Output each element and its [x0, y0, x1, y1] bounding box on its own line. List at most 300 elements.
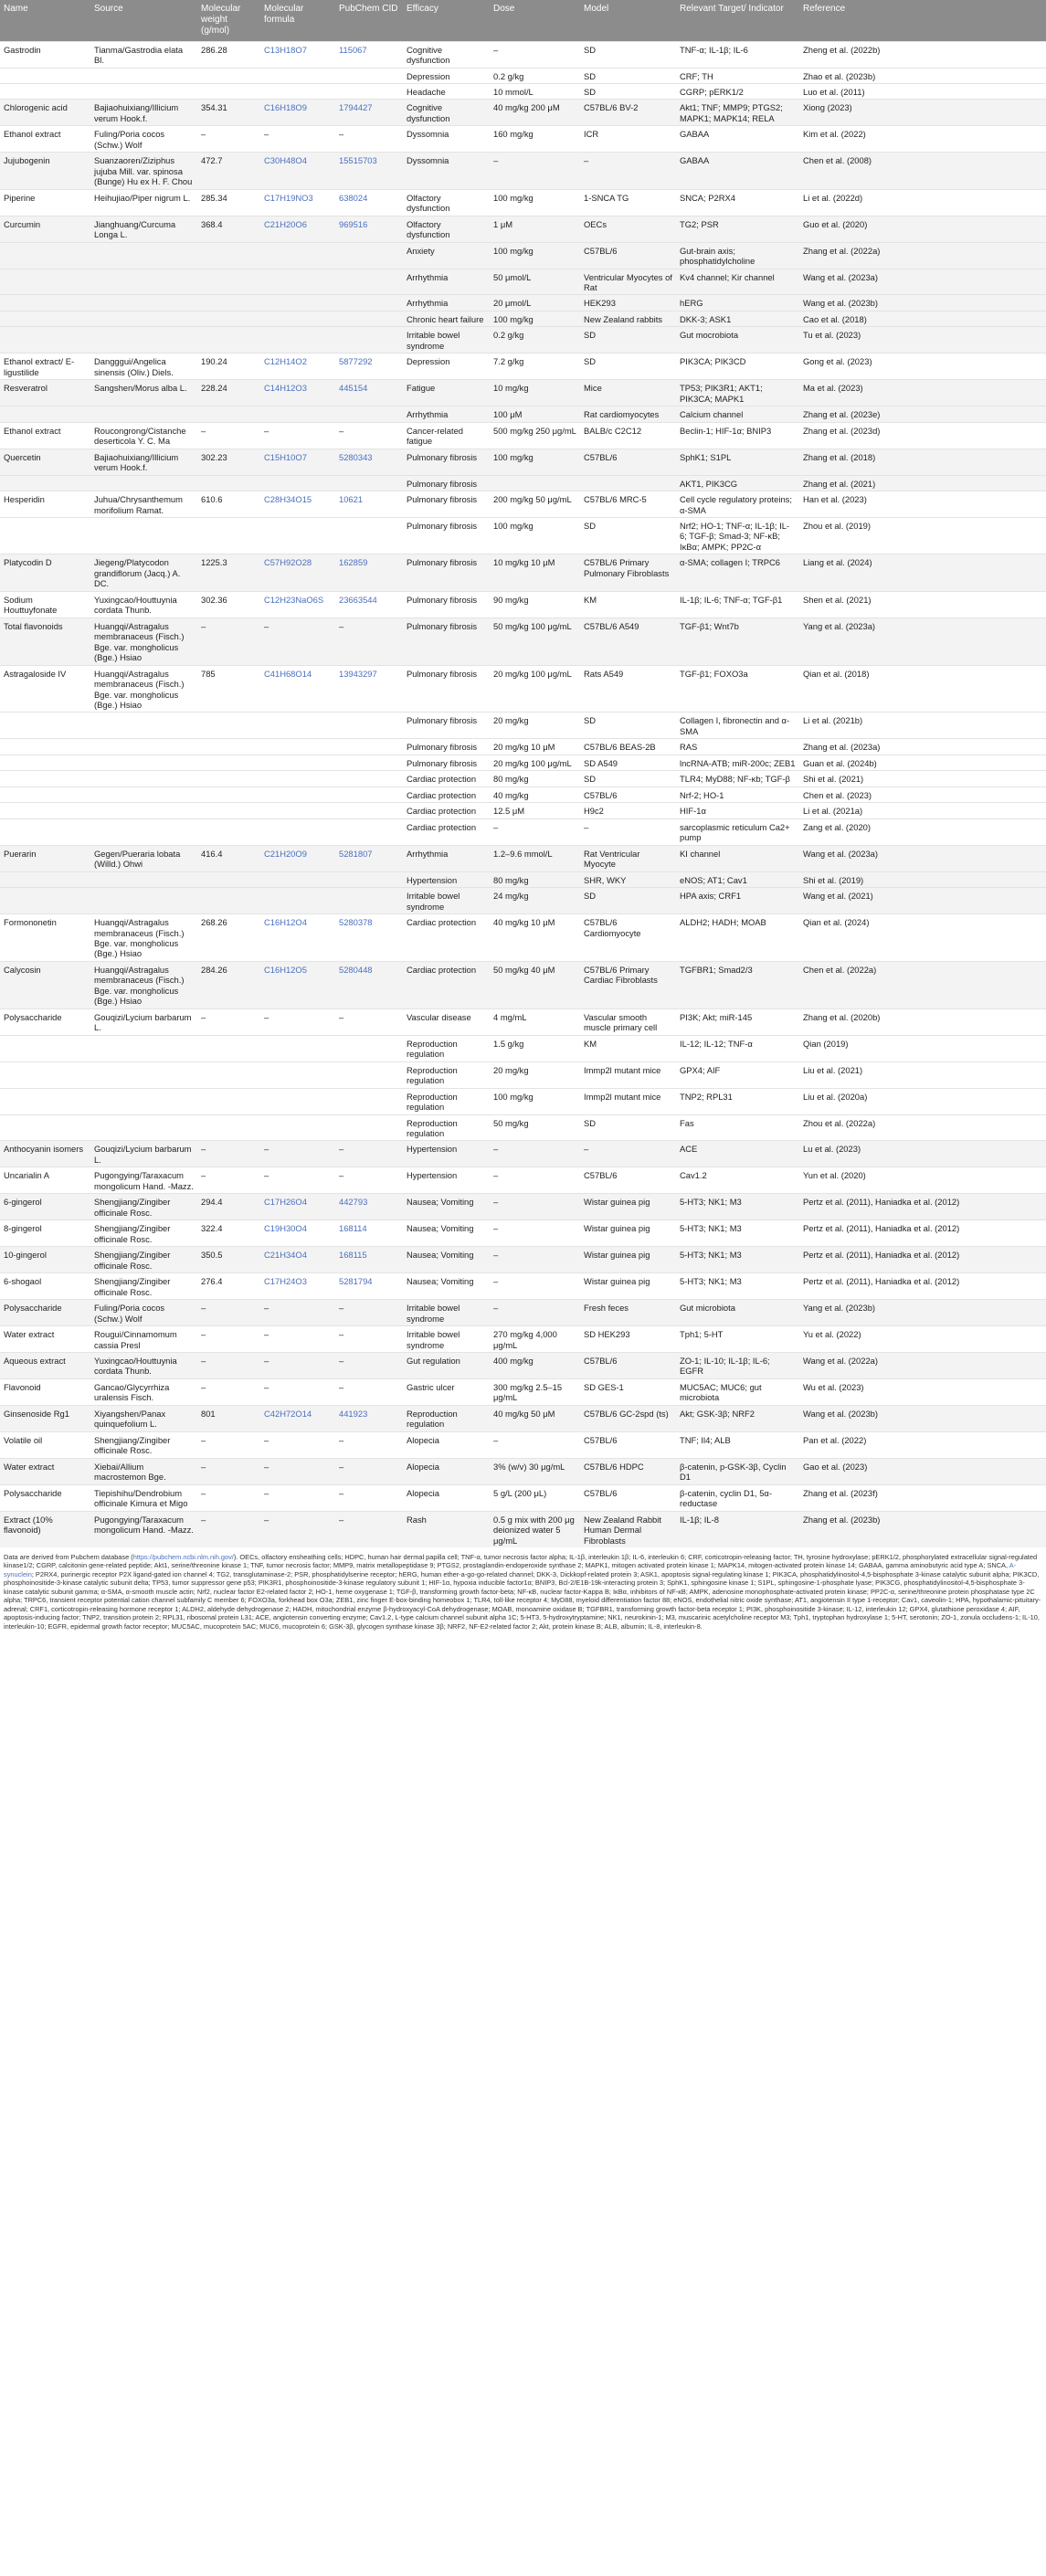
cell-molecular-formula: [260, 68, 335, 83]
cell-target: HIF-1α: [676, 803, 799, 818]
cell-name: [0, 755, 90, 770]
cell-molecular-weight: [197, 818, 260, 845]
cell-pubchem-cid: [335, 1220, 403, 1247]
cell-reference: Zhang et al. (2023b): [799, 1511, 1046, 1547]
table-row: [0, 591, 1046, 618]
cell-target: 5-HT3; NK1; M3: [676, 1273, 799, 1300]
cell-source: Yuxingcao/Houttuynia cordata Thunb.: [90, 591, 197, 618]
cell-target: IL-1β; IL-6; TNF-α; TGF-β1: [676, 591, 799, 618]
cell-pubchem-cid: [335, 1273, 403, 1300]
table-row: [0, 126, 1046, 153]
formula-link[interactable]: C15H10O7: [264, 451, 307, 462]
cell-molecular-weight: [197, 1088, 260, 1114]
synuclein-link[interactable]: A-synuclein: [4, 1561, 1017, 1578]
cell-pubchem-cid: –: [335, 1511, 403, 1547]
table-row: [0, 189, 1046, 216]
cell-target: Calcium channel: [676, 406, 799, 422]
cell-dose: 20 mg/kg 100 μg/mL: [490, 665, 580, 713]
formula-link[interactable]: C21H20O6: [264, 218, 307, 229]
formula-link[interactable]: C19H30O4: [264, 1223, 307, 1234]
cell-pubchem-cid: [335, 755, 403, 770]
cell-efficacy: Arrhythmia: [403, 269, 490, 295]
cell-molecular-weight: [197, 83, 260, 99]
table-row: [0, 295, 1046, 311]
cell-efficacy: Reproduction regulation: [403, 1035, 490, 1061]
cell-molecular-formula: [260, 961, 335, 1008]
table-row: [0, 1061, 1046, 1088]
table-row: [0, 554, 1046, 591]
cell-molecular-weight: [197, 517, 260, 554]
cell-reference: Chen et al. (2022a): [799, 961, 1046, 1008]
pubchem-cid-link[interactable]: 13943297: [339, 668, 377, 679]
cell-target: α-SMA; collagen I; TRPC6: [676, 554, 799, 591]
cell-pubchem-cid: [335, 1114, 403, 1141]
pubchem-cid-link[interactable]: 445154: [339, 383, 368, 394]
cell-pubchem-cid: [335, 845, 403, 871]
cell-source: Shengjiang/Zingiber officinale Rosc.: [90, 1220, 197, 1247]
cell-dose: 100 mg/kg: [490, 1088, 580, 1114]
cell-pubchem-cid: –: [335, 1458, 403, 1484]
cell-reference: Yang et al. (2023a): [799, 618, 1046, 665]
cell-dose: 160 mg/kg: [490, 126, 580, 153]
table-row: [0, 327, 1046, 354]
cell-model: [580, 475, 676, 491]
cell-efficacy: Gut regulation: [403, 1352, 490, 1378]
cell-pubchem-cid: [335, 554, 403, 591]
cell-molecular-formula: [260, 845, 335, 871]
cell-molecular-formula: –: [260, 1511, 335, 1547]
cell-reference: Zhou et al. (2022a): [799, 1114, 1046, 1141]
formula-link[interactable]: C57H92O28: [264, 557, 312, 568]
cell-pubchem-cid: –: [335, 1141, 403, 1167]
cell-source: [90, 1061, 197, 1088]
formula-link[interactable]: C21H34O4: [264, 1250, 307, 1261]
cell-pubchem-cid: [335, 475, 403, 491]
pubchem-cid-link[interactable]: 5877292: [339, 356, 373, 367]
cell-source: [90, 787, 197, 802]
cell-efficacy: Pulmonary fibrosis: [403, 591, 490, 618]
cell-molecular-weight: [197, 787, 260, 802]
pubchem-cid-link[interactable]: 5280448: [339, 964, 373, 975]
cell-reference: Zhang et al. (2023a): [799, 739, 1046, 755]
cell-pubchem-cid: [335, 1061, 403, 1088]
cell-pubchem-cid: –: [335, 1484, 403, 1511]
formula-link[interactable]: C12H23NaO6S: [264, 594, 324, 605]
cell-name: Uncarialin A: [0, 1167, 90, 1194]
cell-molecular-weight: –: [197, 1458, 260, 1484]
cell-dose: 20 μmol/L: [490, 295, 580, 311]
cell-efficacy: Arrhythmia: [403, 295, 490, 311]
cell-source: [90, 83, 197, 99]
cell-source: [90, 771, 197, 787]
cell-model: Mice: [580, 380, 676, 406]
table-row: [0, 491, 1046, 518]
cell-target: Cell cycle regulatory proteins; α-SMA: [676, 491, 799, 518]
cell-dose: –: [490, 1247, 580, 1273]
cell-dose: 12.5 μM: [490, 803, 580, 818]
cell-efficacy: Olfactory dysfunction: [403, 189, 490, 216]
table-row: [0, 269, 1046, 295]
cell-name: [0, 68, 90, 83]
cell-name: Polysaccharide: [0, 1300, 90, 1326]
cell-dose: –: [490, 1220, 580, 1247]
formula-link[interactable]: C16H18O9: [264, 102, 307, 113]
cell-model: C57BL/6: [580, 449, 676, 475]
formula-link[interactable]: C16H12O5: [264, 964, 307, 975]
table-body: [0, 41, 1046, 1547]
pubchem-cid-link[interactable]: 441923: [339, 1408, 368, 1419]
cell-target: Fas: [676, 1114, 799, 1141]
cell-molecular-formula: [260, 1035, 335, 1061]
cell-reference: Chen et al. (2008): [799, 153, 1046, 189]
cell-molecular-weight: 610.6: [197, 491, 260, 518]
cell-molecular-formula: [260, 354, 335, 380]
cell-reference: Pertz et al. (2011), Haniadka et al. (2012): [799, 1220, 1046, 1247]
cell-molecular-weight: [197, 755, 260, 770]
cell-model: C57BL/6 Primary Pulmonary Fibroblasts: [580, 554, 676, 591]
cell-model: SD: [580, 888, 676, 914]
cell-source: Huangqi/Astragalus membranaceus (Fisch.) Bge. var. mongholicus (Bge.) Hsiao: [90, 914, 197, 962]
cell-reference: Li et al. (2021b): [799, 713, 1046, 739]
cell-reference: Wang et al. (2023a): [799, 269, 1046, 295]
cell-efficacy: Pulmonary fibrosis: [403, 618, 490, 665]
formula-link[interactable]: C41H68O14: [264, 668, 312, 679]
cell-molecular-formula: [260, 83, 335, 99]
cell-model: SD: [580, 68, 676, 83]
cell-target: Cav1.2: [676, 1167, 799, 1194]
formula-link[interactable]: C16H12O4: [264, 917, 307, 928]
formula-link[interactable]: C17H24O3: [264, 1276, 307, 1287]
cell-pubchem-cid: [335, 739, 403, 755]
cell-molecular-formula: –: [260, 1458, 335, 1484]
cell-model: SD: [580, 83, 676, 99]
cell-reference: Shen et al. (2021): [799, 591, 1046, 618]
table-row: [0, 1167, 1046, 1194]
cell-model: Immp2l mutant mice: [580, 1088, 676, 1114]
cell-reference: Qian et al. (2018): [799, 665, 1046, 713]
cell-dose: 24 mg/kg: [490, 888, 580, 914]
pubchem-cid-link[interactable]: 115067: [339, 44, 367, 55]
cell-target: ACE: [676, 1141, 799, 1167]
cell-molecular-weight: –: [197, 422, 260, 449]
cell-source: [90, 871, 197, 887]
cell-source: Sangshen/Morus alba L.: [90, 380, 197, 406]
cell-dose: 20 mg/kg: [490, 1061, 580, 1088]
cell-model: C57BL/6 A549: [580, 618, 676, 665]
table-row: [0, 422, 1046, 449]
pubchem-cid-link[interactable]: 5281807: [339, 848, 373, 859]
cell-dose: –: [490, 1167, 580, 1194]
table-row: [0, 1141, 1046, 1167]
cell-source: [90, 269, 197, 295]
cell-efficacy: Chronic heart failure: [403, 311, 490, 326]
cell-name: [0, 1088, 90, 1114]
table-row: [0, 1458, 1046, 1484]
cell-target: 5-HT3; NK1; M3: [676, 1247, 799, 1273]
cell-dose: 1 μM: [490, 216, 580, 242]
formula-link[interactable]: C13H18O7: [264, 44, 307, 55]
cell-target: SNCA; P2RX4: [676, 189, 799, 216]
cell-source: Gancao/Glycyrrhiza uralensis Fisch.: [90, 1378, 197, 1405]
cell-target: ALDH2; HADH; MOAB: [676, 914, 799, 962]
formula-link[interactable]: C14H12O3: [264, 383, 307, 394]
pubchem-cid-link[interactable]: 5280343: [339, 451, 373, 462]
cell-target: TNP2; RPL31: [676, 1088, 799, 1114]
cell-efficacy: Cardiac protection: [403, 787, 490, 802]
formula-link[interactable]: C42H72O14: [264, 1408, 312, 1419]
cell-molecular-weight: [197, 739, 260, 755]
formula-link[interactable]: C17H19NO3: [264, 192, 313, 203]
table-row: [0, 406, 1046, 422]
cell-efficacy: Alopecia: [403, 1458, 490, 1484]
pubchem-cid-link[interactable]: 969516: [339, 218, 368, 229]
cell-reference: Zhang et al. (2023e): [799, 406, 1046, 422]
cell-model: C57BL/6 BEAS-2B: [580, 739, 676, 755]
cell-source: [90, 406, 197, 422]
pubchem-cid-link[interactable]: 23663544: [339, 594, 377, 605]
cell-molecular-formula: –: [260, 1300, 335, 1326]
formula-link[interactable]: C21H20O9: [264, 848, 307, 859]
cell-dose: –: [490, 1300, 580, 1326]
cell-pubchem-cid: [335, 83, 403, 99]
cell-reference: Cao et al. (2018): [799, 311, 1046, 326]
pubchem-cid-link[interactable]: 168115: [339, 1250, 367, 1261]
formula-link[interactable]: C12H14O2: [264, 356, 307, 367]
table-row: [0, 380, 1046, 406]
cell-pubchem-cid: [335, 1405, 403, 1431]
cell-dose: –: [490, 41, 580, 68]
cell-pubchem-cid: –: [335, 1378, 403, 1405]
cell-target: 5-HT3; NK1; M3: [676, 1194, 799, 1220]
cell-molecular-formula: [260, 803, 335, 818]
cell-molecular-weight: [197, 1035, 260, 1061]
cell-molecular-formula: [260, 871, 335, 887]
cell-source: [90, 68, 197, 83]
cell-efficacy: Pulmonary fibrosis: [403, 517, 490, 554]
cell-pubchem-cid: [335, 713, 403, 739]
cell-model: New Zealand Rabbit Human Dermal Fibroblasts: [580, 1511, 676, 1547]
cell-reference: Gao et al. (2023): [799, 1458, 1046, 1484]
cell-reference: Qian (2019): [799, 1035, 1046, 1061]
cell-name: Extract (10% flavonoid): [0, 1511, 90, 1547]
cell-pubchem-cid: [335, 1247, 403, 1273]
pubchem-cid-link[interactable]: 5281794: [339, 1276, 373, 1287]
cell-target: TGF-β1; FOXO3a: [676, 665, 799, 713]
pubchem-link[interactable]: https://pubchem.ncbi.nlm.nih.gov/: [132, 1553, 234, 1561]
cell-pubchem-cid: [335, 961, 403, 1008]
cell-name: Water extract: [0, 1458, 90, 1484]
cell-molecular-weight: 350.5: [197, 1247, 260, 1273]
cell-name: Ethanol extract: [0, 422, 90, 449]
cell-source: Gouqizi/Lycium barbarum L.: [90, 1008, 197, 1035]
cell-molecular-weight: –: [197, 1431, 260, 1458]
cell-name: Hesperidin: [0, 491, 90, 518]
cell-source: Shengjiang/Zingiber officinale Rosc.: [90, 1194, 197, 1220]
cell-name: [0, 771, 90, 787]
cell-dose: 0.5 g mix with 200 μg deionized water 5 μg/mL: [490, 1511, 580, 1547]
formula-link[interactable]: C28H34O15: [264, 494, 312, 505]
cell-dose: 5 g/L (200 μL): [490, 1484, 580, 1511]
cell-molecular-formula: [260, 591, 335, 618]
cell-pubchem-cid: [335, 1194, 403, 1220]
cell-molecular-weight: 354.31: [197, 100, 260, 126]
cell-source: [90, 475, 197, 491]
cell-model: SD: [580, 517, 676, 554]
cell-pubchem-cid: –: [335, 1167, 403, 1194]
cell-pubchem-cid: [335, 517, 403, 554]
cell-molecular-formula: –: [260, 1008, 335, 1035]
cell-source: [90, 1114, 197, 1141]
cell-reference: Zhang et al. (2021): [799, 475, 1046, 491]
cell-efficacy: Rash: [403, 1511, 490, 1547]
cell-dose: 40 mg/kg 10 μM: [490, 914, 580, 962]
cell-name: [0, 269, 90, 295]
cell-efficacy: Reproduction regulation: [403, 1114, 490, 1141]
cell-efficacy: Cognitive dysfunction: [403, 41, 490, 68]
cell-molecular-weight: –: [197, 1008, 260, 1035]
pubchem-cid-link[interactable]: 168114: [339, 1223, 367, 1234]
cell-reference: Pan et al. (2022): [799, 1431, 1046, 1458]
cell-name: Total flavonoids: [0, 618, 90, 665]
cell-source: Huangqi/Astragalus membranaceus (Fisch.) Bge. var. mongholicus (Bge.) Hsiao: [90, 961, 197, 1008]
formula-link[interactable]: C30H48O4: [264, 155, 307, 166]
cell-molecular-weight: 294.4: [197, 1194, 260, 1220]
cell-molecular-weight: 228.24: [197, 380, 260, 406]
cell-target: IL-12; IL-12; TNF-α: [676, 1035, 799, 1061]
cell-target: GABAA: [676, 153, 799, 189]
cell-dose: 3% (w/v) 30 μg/mL: [490, 1458, 580, 1484]
cell-molecular-formula: –: [260, 618, 335, 665]
cell-model: C57BL/6 Cardiomyocyte: [580, 914, 676, 962]
pubchem-cid-link[interactable]: 162859: [339, 557, 368, 568]
cell-molecular-formula: [260, 406, 335, 422]
table-row: [0, 1511, 1046, 1547]
cell-target: Collagen I, fibronectin and α-SMA: [676, 713, 799, 739]
cell-name: Flavonoid: [0, 1378, 90, 1405]
cell-source: Rougui/Cinnamomum cassia Presl: [90, 1326, 197, 1353]
cell-source: Huangqi/Astragalus membranaceus (Fisch.) Bge. var. mongholicus (Bge.) Hsiao: [90, 618, 197, 665]
formula-link[interactable]: C17H26O4: [264, 1197, 307, 1208]
cell-name: [0, 311, 90, 326]
cell-model: C57BL/6: [580, 242, 676, 269]
cell-name: [0, 1035, 90, 1061]
cell-pubchem-cid: [335, 216, 403, 242]
cell-model: C57BL/6 BV-2: [580, 100, 676, 126]
cell-model: ICR: [580, 126, 676, 153]
cell-dose: –: [490, 1141, 580, 1167]
cell-pubchem-cid: –: [335, 1326, 403, 1353]
cell-dose: 10 mg/kg: [490, 380, 580, 406]
cell-molecular-formula: [260, 41, 335, 68]
cell-reference: Wu et al. (2023): [799, 1378, 1046, 1405]
cell-model: SHR, WKY: [580, 871, 676, 887]
pubchem-cid-link[interactable]: 638024: [339, 192, 368, 203]
cell-molecular-formula: –: [260, 1352, 335, 1378]
cell-pubchem-cid: [335, 100, 403, 126]
cell-model: Wistar guinea pig: [580, 1273, 676, 1300]
cell-efficacy: Depression: [403, 354, 490, 380]
cell-target: SphK1; S1PL: [676, 449, 799, 475]
cell-target: Akt1; TNF; MMP9; PTGS2; MAPK1; MAPK14; RELA: [676, 100, 799, 126]
cell-source: Fuling/Poria cocos (Schw.) Wolf: [90, 1300, 197, 1326]
cell-name: [0, 713, 90, 739]
cell-model: Rats A549: [580, 665, 676, 713]
cell-pubchem-cid: [335, 406, 403, 422]
cell-source: [90, 713, 197, 739]
pubchem-cid-link[interactable]: 5280378: [339, 917, 373, 928]
cell-dose: 270 mg/kg 4,000 μg/mL: [490, 1326, 580, 1353]
cell-pubchem-cid: [335, 189, 403, 216]
cell-reference: Zang et al. (2020): [799, 818, 1046, 845]
cell-name: Platycodin D: [0, 554, 90, 591]
cell-source: Bajiaohuixiang/Illicium verum Hook.f.: [90, 449, 197, 475]
pubchem-cid-link[interactable]: 15515703: [339, 155, 377, 166]
cell-name: [0, 327, 90, 354]
cell-molecular-formula: [260, 327, 335, 354]
pubchem-cid-link[interactable]: 10621: [339, 494, 364, 505]
footnote-text-b: ; P2RX4, purinergic receptor P2X ligand-gated ion channel 4; TG2, transglutaminase-2; PSR, phosphatidylserine receptor; hERG, human ether-a-go-go-related channel; DKK-3, Dickkopf-related protein 3; ASK1, apoptosis signal-regulating kinase 1; PIK3CA, phosphatidylinositol-4,5-bisphosphate 3-kinase catalytic subunit alpha; PIK3CD, phosphoinositide-3-kinase catalytic subunit delta; TP53, tumor suppressor gene p53; PIK3R1, phosphoinositide-3-kinase regulatory subunit 1; HIF-1α, hypoxia inducible factor1α; BNIP3, Bcl-2/E1B-19k-interacting protein 3; SphK1, sphingosine kinase 1; S1PL, sphingosine-1-phosphate lyase; PIK3CG, phosphatidylinositol-4,5-bisphosphate 3-kinase catalytic subunit gamma; α-SMA, α-smooth muscle actin; Nrf2, nuclear factor E2-related factor 2; HO-1, heme oxygenase 1; TGF-β, transforming growth factor-beta; NF-κB, nuclear factor-Kappa B; IκBα, inhibitors of NF-κB; AMPK, adenosine monophosphate-activated protein kinase; PP2C-α, serine/threonine protein phosphatase type 2C alpha; TRPC6, transient receptor potential cation channel subfamily C member 6; FOXO3a, forkhead box O3a; ZEB1, zinc finger E-box-binding homeobox 1; TLR4, toll-like receptor 4; MyD88, myeloid differentiation factor 88; eNOS, endothelial nitric oxide synthase; AT1, angiotensin II type 1-receptor; Cav1, caveolin-1; HPA, hypothalamic-pituitary-adrenal; CRF1, corticotropin-releasing hormone receptor 1; ALDH2, aldehyde dehydrogenase 2; HADH, mitochondrial enzyme β-hydroxyacyl-CoA dehydrogenase; MOAB, monoamine oxidase B; TGFBR1, transforming growth factor-beta receptor 1; PI3K, phosphoinositide 3-kinase; IL-12, interleukin 12; GPX4, glutathione peroxidase 4; AIF, apoptosis-inducing factor; TNP2, transition protein 2; RPL31, ribosomal protein L31; ACE, angiotensin converting enzyme; Cav1.2, L-type calcium channel subunit alpha 1C; 5-HT3, 5-hydroxytryptamine; NK1, neurokinin-1; M3, muscarinic acetylcholine receptor M3; Tph1, tryptophan hydroxylase 1; 5-HT, serotonin; ZO-1, zonula occludens-1; IL-10, interleukin-10; EGFR, epidermal growth factor receptor; MUC5AC, mucoprotein 5AC; MUC6, mucoprotein 6; GSK-3β, glycogen synthase kinase 3β; NRF2, NF-E2-related factor 2; Akt, protein kinase B; ALB, albumin; IL-8, interleukin-8.: [4, 1569, 1041, 1631]
cell-source: [90, 818, 197, 845]
header-efficacy: Efficacy: [403, 0, 490, 41]
cell-name: [0, 739, 90, 755]
cell-dose: 20 mg/kg: [490, 713, 580, 739]
cell-source: [90, 295, 197, 311]
pubchem-cid-link[interactable]: 442793: [339, 1197, 368, 1208]
cell-pubchem-cid: [335, 354, 403, 380]
cell-model: Rat Ventricular Myocyte: [580, 845, 676, 871]
cell-efficacy: Arrhythmia: [403, 845, 490, 871]
cell-molecular-weight: –: [197, 1141, 260, 1167]
cell-dose: 20 mg/kg 10 μM: [490, 739, 580, 755]
cell-dose: 100 mg/kg: [490, 311, 580, 326]
cell-molecular-formula: –: [260, 1378, 335, 1405]
cell-model: SD HEK293: [580, 1326, 676, 1353]
cell-target: GPX4; AIF: [676, 1061, 799, 1088]
table-row: [0, 1194, 1046, 1220]
cell-target: Kv4 channel; Kir channel: [676, 269, 799, 295]
cell-name: Ethanol extract/ E-ligustilide: [0, 354, 90, 380]
cell-reference: Shi et al. (2019): [799, 871, 1046, 887]
cell-dose: 1.2–9.6 mmol/L: [490, 845, 580, 871]
cell-molecular-weight: [197, 406, 260, 422]
cell-molecular-weight: 286.28: [197, 41, 260, 68]
cell-molecular-formula: [260, 713, 335, 739]
cell-source: Xiebai/Allium macrostemon Bge.: [90, 1458, 197, 1484]
table-row: [0, 216, 1046, 242]
cell-pubchem-cid: [335, 153, 403, 189]
cell-molecular-formula: [260, 1114, 335, 1141]
table-row: [0, 818, 1046, 845]
cell-target: TG2; PSR: [676, 216, 799, 242]
cell-model: Wistar guinea pig: [580, 1220, 676, 1247]
cell-dose: 80 mg/kg: [490, 771, 580, 787]
table-footnote: [0, 1547, 1046, 1631]
table-row: [0, 1088, 1046, 1114]
cell-molecular-weight: –: [197, 1484, 260, 1511]
cell-efficacy: Pulmonary fibrosis: [403, 554, 490, 591]
cell-dose: 200 mg/kg 50 μg/mL: [490, 491, 580, 518]
pubchem-cid-link[interactable]: 1794427: [339, 102, 373, 113]
cell-molecular-formula: [260, 554, 335, 591]
cell-source: Huangqi/Astragalus membranaceus (Fisch.) Bge. var. mongholicus (Bge.) Hsiao: [90, 665, 197, 713]
cell-name: Resveratrol: [0, 380, 90, 406]
cell-molecular-weight: [197, 269, 260, 295]
cell-molecular-formula: [260, 914, 335, 962]
cell-target: ZO-1; IL-10; IL-1β; IL-6; EGFR: [676, 1352, 799, 1378]
cell-efficacy: Pulmonary fibrosis: [403, 755, 490, 770]
table-row: [0, 1405, 1046, 1431]
cell-source: [90, 803, 197, 818]
